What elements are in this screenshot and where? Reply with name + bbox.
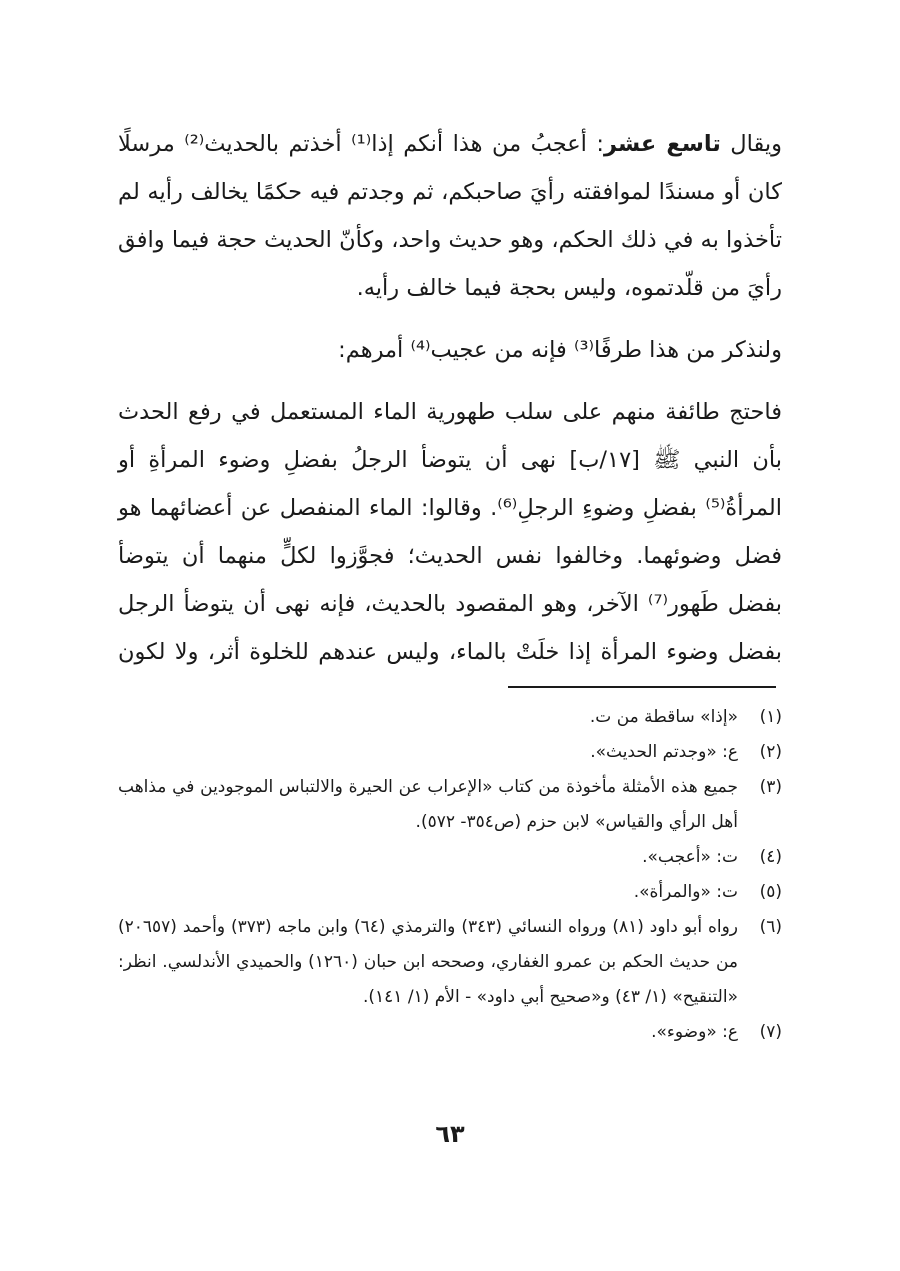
footnote-number: (٦) bbox=[759, 917, 782, 937]
footnote-item bbox=[118, 700, 782, 735]
footnote-item bbox=[118, 840, 782, 875]
footnote-number: (٥) bbox=[759, 882, 782, 902]
footnote-text: جميع هذه الأمثلة مأخوذة من كتاب «الإعراب عن الحيرة والالتباس الموجودين في مذاهب أهل الرأي والقياس» لابن حزم (ص٣٥٤- ٥٧٢). bbox=[118, 777, 738, 832]
footnote-item bbox=[118, 875, 782, 910]
paragraph-2: ولنذكر من هذا طرفًا⁽³⁾ فإنه من عجيب⁽⁴⁾ أمرهم: bbox=[338, 337, 782, 363]
footnote-text: ت: «والمرأة». bbox=[633, 882, 738, 902]
footnotes bbox=[118, 700, 782, 1050]
footnote-number: (٧) bbox=[759, 1022, 782, 1042]
footnote-item bbox=[118, 1015, 782, 1050]
paragraph-1 bbox=[118, 120, 782, 312]
main-text bbox=[118, 120, 782, 676]
footnote-text: رواه أبو داود (٨١) ورواه النسائي (٣٤٣) والترمذي (٦٤) وابن ماجه (٣٧٣) وأحمد (٢٠٦٥٧) من حديث الحكم بن عمرو الغفاري، وصححه ابن حبان (١٢٦٠) والحميدي الأندلسي. انظر: «التنقيح» (١/ ٤٣) و«صحيح أبي داود» - الأم (١/ ١٤١). bbox=[118, 917, 739, 1007]
footnote-item bbox=[118, 910, 782, 1015]
footnote-text: ع: «وضوء». bbox=[651, 1022, 738, 1042]
paragraph-3: فاحتج طائفة منهم على سلب طهورية الماء المستعمل في رفع الحدث بأن النبي ﷺ [١٧/ب] نهى أن يتوضأ الرجلُ بفضلِ وضوء المرأةِ أو المرأةُ⁽⁵⁾ بفضلِ وضوءِ الرجلِ⁽⁶⁾. وقالوا: الماء المنفصل عن أعضائهما هو فضل وضوئهما. وخالفوا نفس الحديث؛ فجوَّزوا لكلٍّ منهما أن يتوضأ بفضل طَهور⁽⁷⁾ الآخر، وهو المقصود بالحديث، فإنه نهى أن يتوضأ الرجل بفضل وضوء المرأة إذا خلَتْ بالماء، وليس عندهم للخلوة أثر، ولا لكون bbox=[118, 399, 782, 665]
paragraph-1-text: : أعجبُ من هذا أنكم إذا⁽¹⁾ أخذتم بالحديث⁽²⁾ مرسلًا كان أو مسندًا لموافقته رأيَ صاحبكم، ثم وجدتم فيه حكمًا يخالف رأيه لم تأخذوا به في ذلك الحكم، وهو حديث واحد، وكأنّ الحديث حجة فيما وافق رأيَ من قلّدتموه، وليس بحجة فيما خالف رأيه. bbox=[118, 131, 782, 301]
footnote-text: ت: «أعجب». bbox=[642, 847, 738, 867]
footnote-separator bbox=[508, 686, 776, 688]
footnote-number: (٢) bbox=[759, 742, 782, 762]
section-heading: تاسع عشر bbox=[603, 131, 721, 157]
footnote-text: ع: «وجدتم الحديث». bbox=[590, 742, 738, 762]
paragraph-1-lead: ويقال bbox=[720, 131, 782, 157]
page-number: ٦٣ bbox=[435, 1120, 465, 1148]
footnote-text: «إذا» ساقطة من ت. bbox=[589, 707, 738, 727]
footnote-item bbox=[118, 735, 782, 770]
footnote-number: (٣) bbox=[759, 777, 782, 797]
footnote-item bbox=[118, 770, 782, 840]
footnote-number: (١) bbox=[759, 707, 782, 727]
footnote-number: (٤) bbox=[759, 847, 782, 867]
